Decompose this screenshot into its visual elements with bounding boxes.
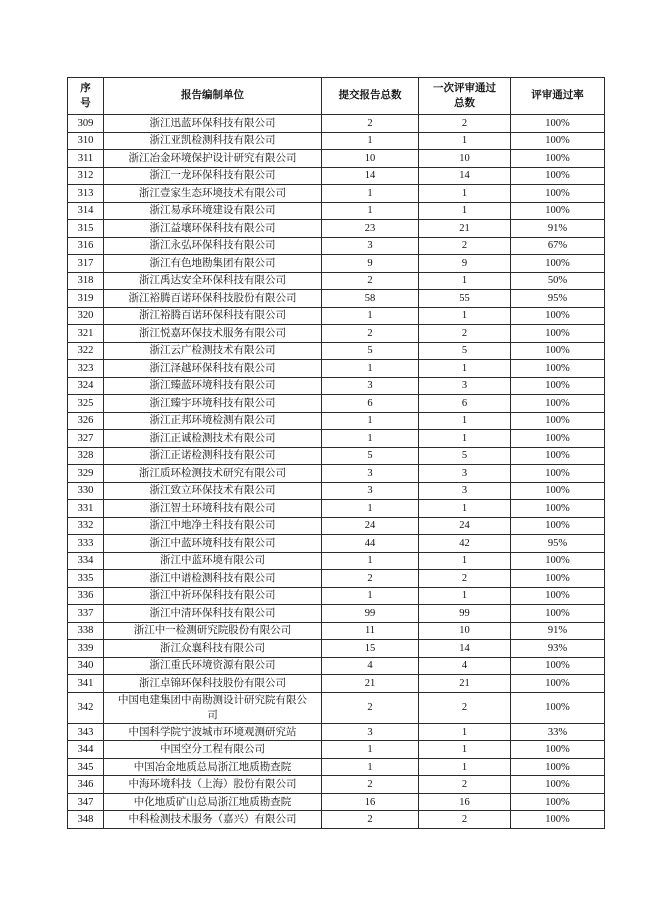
table-row [68, 500, 605, 518]
cell-passed: 1 [419, 758, 511, 776]
table-row [68, 377, 605, 395]
cell-unit: 浙江中谱检测科技有限公司 [104, 570, 322, 588]
table-row [68, 395, 605, 413]
cell-index: 317 [68, 255, 104, 273]
cell-submitted: 1 [322, 132, 419, 150]
cell-rate: 100% [511, 167, 605, 185]
cell-submitted: 1 [322, 587, 419, 605]
cell-rate: 100% [511, 115, 605, 133]
cell-submitted: 2 [322, 325, 419, 343]
cell-index: 341 [68, 675, 104, 693]
cell-submitted: 16 [322, 793, 419, 811]
cell-passed: 14 [419, 640, 511, 658]
cell-rate: 100% [511, 377, 605, 395]
cell-unit: 中国冶金地质总局浙江地质勘查院 [104, 758, 322, 776]
cell-index: 338 [68, 622, 104, 640]
cell-rate: 100% [511, 811, 605, 829]
cell-index: 322 [68, 342, 104, 360]
cell-index: 329 [68, 465, 104, 483]
cell-unit: 浙江裕腾百诺环保科技股份有限公司 [104, 290, 322, 308]
cell-passed: 1 [419, 430, 511, 448]
table-row [68, 692, 605, 723]
cell-index: 347 [68, 793, 104, 811]
cell-passed: 1 [419, 272, 511, 290]
cell-submitted: 99 [322, 605, 419, 623]
table-row [68, 793, 605, 811]
cell-submitted: 24 [322, 517, 419, 535]
table-row [68, 640, 605, 658]
cell-unit: 浙江泽越环保科技有限公司 [104, 360, 322, 378]
cell-passed: 16 [419, 793, 511, 811]
cell-submitted: 1 [322, 360, 419, 378]
cell-index: 310 [68, 132, 104, 150]
cell-unit: 浙江易承环境建设有限公司 [104, 202, 322, 220]
cell-unit: 浙江中地净土科技有限公司 [104, 517, 322, 535]
cell-unit: 浙江裕腾百诺环保科技有限公司 [104, 307, 322, 325]
cell-passed: 2 [419, 237, 511, 255]
cell-unit: 中国科学院宁波城市环境观测研究站 [104, 723, 322, 741]
cell-rate: 100% [511, 132, 605, 150]
table-row [68, 675, 605, 693]
table-row [68, 132, 605, 150]
table-row [68, 535, 605, 553]
table-row [68, 482, 605, 500]
cell-passed: 55 [419, 290, 511, 308]
cell-index: 334 [68, 552, 104, 570]
cell-index: 340 [68, 657, 104, 675]
cell-index: 319 [68, 290, 104, 308]
cell-index: 324 [68, 377, 104, 395]
cell-submitted: 11 [322, 622, 419, 640]
cell-index: 318 [68, 272, 104, 290]
cell-index: 346 [68, 776, 104, 794]
cell-rate: 50% [511, 272, 605, 290]
cell-submitted: 6 [322, 395, 419, 413]
cell-submitted: 3 [322, 482, 419, 500]
table-row [68, 115, 605, 133]
table-row [68, 202, 605, 220]
cell-index: 309 [68, 115, 104, 133]
cell-index: 337 [68, 605, 104, 623]
cell-passed: 1 [419, 202, 511, 220]
cell-rate: 100% [511, 430, 605, 448]
cell-passed: 24 [419, 517, 511, 535]
cell-index: 332 [68, 517, 104, 535]
cell-passed: 2 [419, 570, 511, 588]
table-row [68, 412, 605, 430]
cell-passed: 1 [419, 185, 511, 203]
cell-submitted: 15 [322, 640, 419, 658]
cell-index: 331 [68, 500, 104, 518]
col-header-passed: 一次评审通过总数 [419, 78, 511, 115]
cell-index: 342 [68, 692, 104, 723]
cell-index: 339 [68, 640, 104, 658]
cell-passed: 1 [419, 412, 511, 430]
cell-unit: 浙江智土环境科技有限公司 [104, 500, 322, 518]
cell-unit: 浙江卓锦环保科技股份有限公司 [104, 675, 322, 693]
cell-passed: 2 [419, 115, 511, 133]
cell-index: 316 [68, 237, 104, 255]
cell-submitted: 10 [322, 150, 419, 168]
table-row [68, 776, 605, 794]
cell-rate: 100% [511, 587, 605, 605]
cell-submitted: 3 [322, 465, 419, 483]
cell-unit: 中海环境科技（上海）股份有限公司 [104, 776, 322, 794]
table-row [68, 758, 605, 776]
cell-unit: 浙江永弘环保科技有限公司 [104, 237, 322, 255]
pass-rate-table [67, 77, 605, 829]
cell-unit: 浙江中祈环保科技有限公司 [104, 587, 322, 605]
cell-unit: 浙江悦嘉环保技术服务有限公司 [104, 325, 322, 343]
cell-rate: 100% [511, 517, 605, 535]
table-row [68, 517, 605, 535]
cell-index: 343 [68, 723, 104, 741]
cell-rate: 33% [511, 723, 605, 741]
cell-index: 328 [68, 447, 104, 465]
cell-rate: 100% [511, 605, 605, 623]
cell-submitted: 9 [322, 255, 419, 273]
cell-submitted: 2 [322, 115, 419, 133]
col-header-unit: 报告编制单位 [104, 78, 322, 115]
cell-rate: 100% [511, 325, 605, 343]
cell-rate: 100% [511, 793, 605, 811]
cell-index: 321 [68, 325, 104, 343]
cell-submitted: 1 [322, 430, 419, 448]
cell-unit: 浙江臻宇环境科技有限公司 [104, 395, 322, 413]
cell-index: 325 [68, 395, 104, 413]
cell-submitted: 2 [322, 692, 419, 723]
cell-rate: 95% [511, 290, 605, 308]
cell-passed: 10 [419, 622, 511, 640]
cell-index: 315 [68, 220, 104, 238]
cell-rate: 100% [511, 185, 605, 203]
cell-passed: 5 [419, 342, 511, 360]
cell-passed: 1 [419, 307, 511, 325]
header-row [68, 78, 605, 115]
cell-submitted: 2 [322, 570, 419, 588]
cell-submitted: 3 [322, 237, 419, 255]
cell-unit: 浙江亚凯检测科技有限公司 [104, 132, 322, 150]
cell-unit: 中科检测技术服务（嘉兴）有限公司 [104, 811, 322, 829]
cell-unit: 浙江臻蓝环境科技有限公司 [104, 377, 322, 395]
cell-submitted: 23 [322, 220, 419, 238]
table-row [68, 325, 605, 343]
cell-submitted: 2 [322, 272, 419, 290]
cell-submitted: 2 [322, 776, 419, 794]
cell-submitted: 2 [322, 811, 419, 829]
cell-passed: 1 [419, 741, 511, 759]
cell-rate: 100% [511, 307, 605, 325]
cell-submitted: 1 [322, 500, 419, 518]
cell-unit: 浙江中蓝环境有限公司 [104, 552, 322, 570]
cell-unit: 浙江正诺检测科技有限公司 [104, 447, 322, 465]
cell-passed: 2 [419, 692, 511, 723]
cell-rate: 100% [511, 150, 605, 168]
cell-index: 344 [68, 741, 104, 759]
table-row [68, 220, 605, 238]
cell-passed: 1 [419, 132, 511, 150]
cell-unit: 浙江正诚检测技术有限公司 [104, 430, 322, 448]
cell-unit: 中化地质矿山总局浙江地质勘查院 [104, 793, 322, 811]
cell-index: 320 [68, 307, 104, 325]
cell-passed: 9 [419, 255, 511, 273]
table-row [68, 342, 605, 360]
cell-rate: 100% [511, 570, 605, 588]
cell-rate: 100% [511, 776, 605, 794]
table-row [68, 587, 605, 605]
cell-passed: 4 [419, 657, 511, 675]
table-row [68, 167, 605, 185]
cell-unit: 浙江正邦环境检测有限公司 [104, 412, 322, 430]
cell-submitted: 3 [322, 377, 419, 395]
table-row [68, 150, 605, 168]
table-row [68, 552, 605, 570]
cell-passed: 2 [419, 776, 511, 794]
cell-unit: 浙江中一检测研究院股份有限公司 [104, 622, 322, 640]
cell-rate: 100% [511, 342, 605, 360]
cell-submitted: 58 [322, 290, 419, 308]
cell-rate: 91% [511, 220, 605, 238]
cell-unit: 浙江迅蓝环保科技有限公司 [104, 115, 322, 133]
col-header-rate: 评审通过率 [511, 78, 605, 115]
cell-passed: 99 [419, 605, 511, 623]
cell-rate: 100% [511, 255, 605, 273]
cell-passed: 1 [419, 552, 511, 570]
cell-rate: 93% [511, 640, 605, 658]
cell-submitted: 1 [322, 202, 419, 220]
cell-index: 327 [68, 430, 104, 448]
cell-rate: 100% [511, 692, 605, 723]
table-row [68, 447, 605, 465]
cell-rate: 91% [511, 622, 605, 640]
cell-unit: 浙江益壤环保科技有限公司 [104, 220, 322, 238]
cell-rate: 100% [511, 675, 605, 693]
cell-unit: 浙江致立环保技术有限公司 [104, 482, 322, 500]
cell-unit: 浙江冶金环境保护设计研究有限公司 [104, 150, 322, 168]
cell-passed: 10 [419, 150, 511, 168]
cell-submitted: 14 [322, 167, 419, 185]
cell-passed: 21 [419, 220, 511, 238]
cell-passed: 14 [419, 167, 511, 185]
table-row [68, 237, 605, 255]
table-row [68, 570, 605, 588]
cell-unit: 浙江中蓝环境科技有限公司 [104, 535, 322, 553]
col-header-submitted: 提交报告总数 [322, 78, 419, 115]
table-row [68, 811, 605, 829]
table-row [68, 272, 605, 290]
table-row [68, 622, 605, 640]
cell-rate: 95% [511, 535, 605, 553]
cell-index: 314 [68, 202, 104, 220]
cell-unit: 中国空分工程有限公司 [104, 741, 322, 759]
cell-passed: 6 [419, 395, 511, 413]
table-row [68, 255, 605, 273]
cell-unit: 浙江有色地勘集团有限公司 [104, 255, 322, 273]
cell-unit: 浙江禹达安全环保科技有限公司 [104, 272, 322, 290]
cell-unit: 浙江云广检测技术有限公司 [104, 342, 322, 360]
cell-index: 333 [68, 535, 104, 553]
cell-rate: 100% [511, 552, 605, 570]
cell-submitted: 1 [322, 552, 419, 570]
cell-unit: 浙江中清环保科技有限公司 [104, 605, 322, 623]
table-row [68, 430, 605, 448]
cell-submitted: 4 [322, 657, 419, 675]
cell-passed: 1 [419, 500, 511, 518]
cell-submitted: 5 [322, 342, 419, 360]
cell-passed: 3 [419, 377, 511, 395]
cell-submitted: 1 [322, 758, 419, 776]
cell-rate: 100% [511, 395, 605, 413]
cell-rate: 100% [511, 758, 605, 776]
cell-rate: 100% [511, 482, 605, 500]
cell-unit: 浙江一龙环保科技有限公司 [104, 167, 322, 185]
table-row [68, 360, 605, 378]
table-row [68, 605, 605, 623]
col-header-index: 序号 [68, 78, 104, 115]
cell-index: 335 [68, 570, 104, 588]
cell-submitted: 1 [322, 185, 419, 203]
cell-passed: 1 [419, 360, 511, 378]
cell-index: 323 [68, 360, 104, 378]
cell-unit: 浙江重氏环境资源有限公司 [104, 657, 322, 675]
cell-index: 348 [68, 811, 104, 829]
cell-passed: 2 [419, 811, 511, 829]
cell-submitted: 21 [322, 675, 419, 693]
table-row [68, 307, 605, 325]
cell-submitted: 5 [322, 447, 419, 465]
table-body [68, 115, 605, 829]
cell-passed: 21 [419, 675, 511, 693]
cell-rate: 100% [511, 500, 605, 518]
cell-rate: 67% [511, 237, 605, 255]
cell-submitted: 1 [322, 741, 419, 759]
cell-passed: 3 [419, 482, 511, 500]
cell-unit: 浙江壹家生态环境技术有限公司 [104, 185, 322, 203]
cell-passed: 42 [419, 535, 511, 553]
cell-passed: 1 [419, 587, 511, 605]
cell-rate: 100% [511, 412, 605, 430]
cell-rate: 100% [511, 360, 605, 378]
cell-unit: 浙江众襄科技有限公司 [104, 640, 322, 658]
cell-index: 336 [68, 587, 104, 605]
cell-submitted: 1 [322, 307, 419, 325]
cell-index: 311 [68, 150, 104, 168]
cell-passed: 1 [419, 723, 511, 741]
cell-index: 330 [68, 482, 104, 500]
table-row [68, 290, 605, 308]
cell-unit: 中国电建集团中南勘测设计研究院有限公司 [104, 692, 322, 723]
cell-index: 345 [68, 758, 104, 776]
table-row [68, 741, 605, 759]
table-header-row [68, 78, 605, 115]
table-row [68, 657, 605, 675]
cell-submitted: 1 [322, 412, 419, 430]
cell-passed: 2 [419, 325, 511, 343]
cell-passed: 5 [419, 447, 511, 465]
table-row [68, 185, 605, 203]
cell-index: 313 [68, 185, 104, 203]
cell-unit: 浙江质环检测技术研究有限公司 [104, 465, 322, 483]
table-row [68, 723, 605, 741]
cell-index: 326 [68, 412, 104, 430]
cell-index: 312 [68, 167, 104, 185]
cell-rate: 100% [511, 741, 605, 759]
cell-submitted: 3 [322, 723, 419, 741]
cell-rate: 100% [511, 202, 605, 220]
table-row [68, 465, 605, 483]
cell-rate: 100% [511, 447, 605, 465]
cell-passed: 3 [419, 465, 511, 483]
cell-submitted: 44 [322, 535, 419, 553]
cell-rate: 100% [511, 465, 605, 483]
cell-rate: 100% [511, 657, 605, 675]
